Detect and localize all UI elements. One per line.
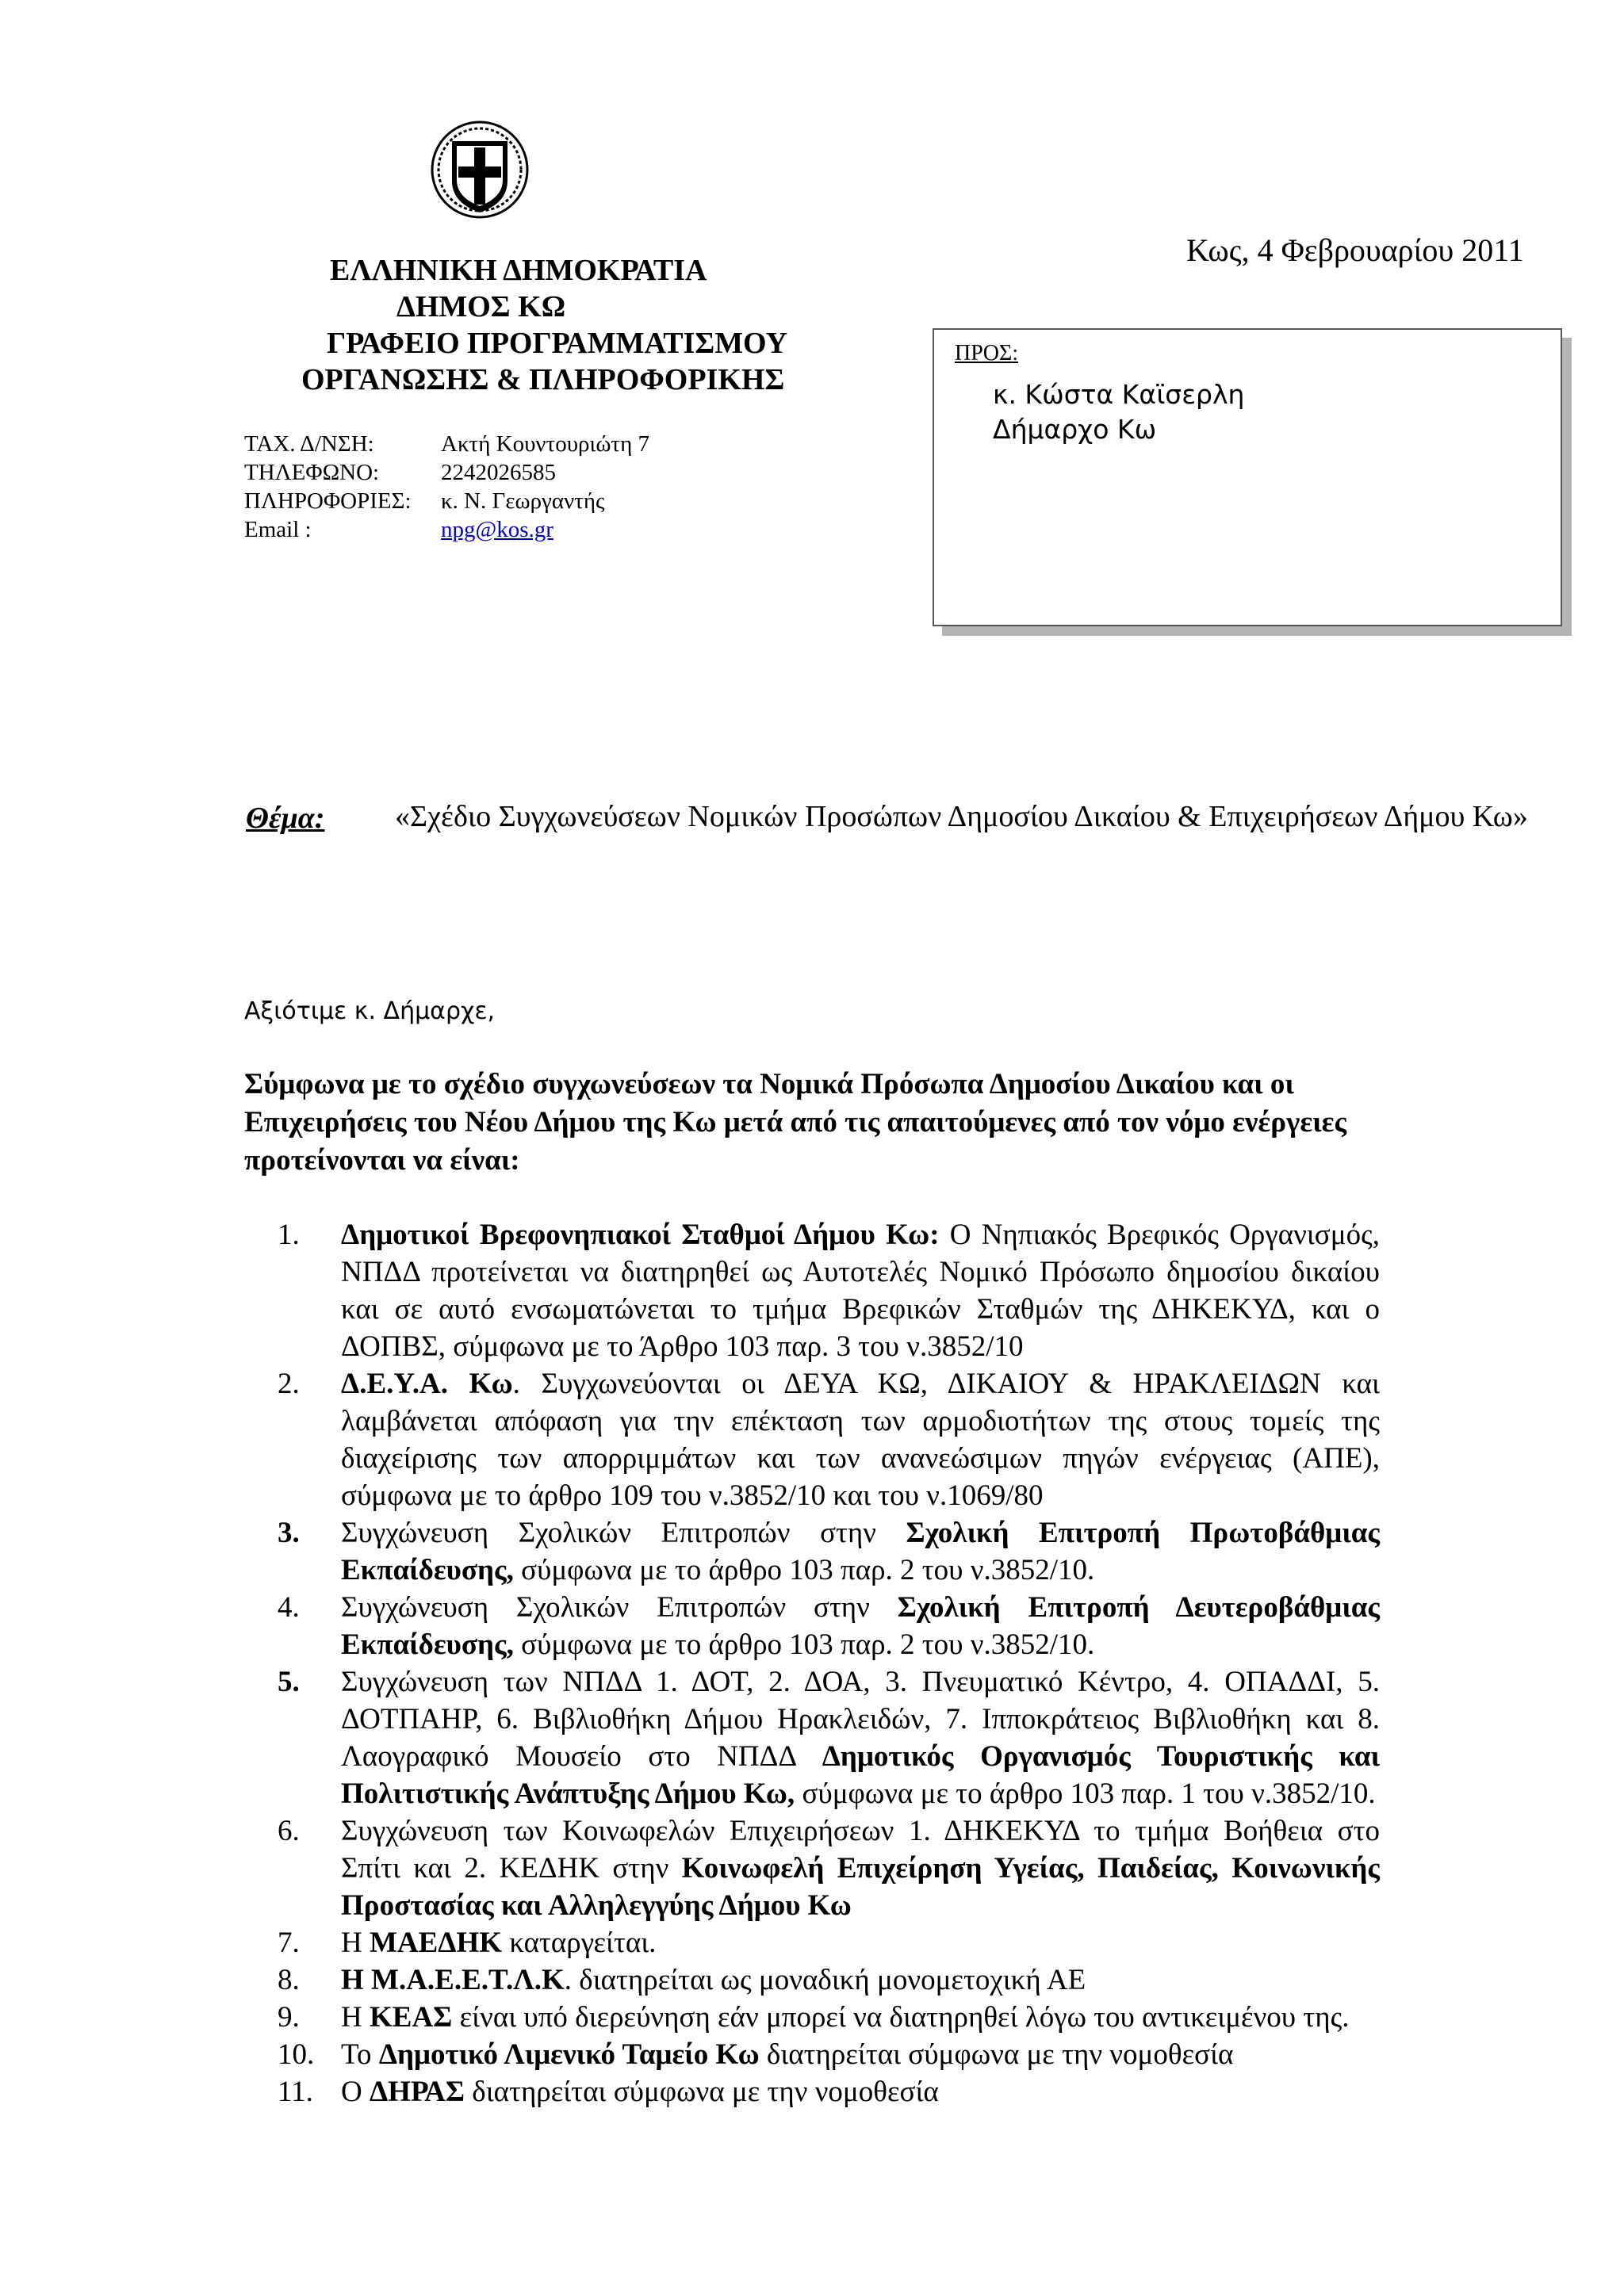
list-item-number: 1. — [278, 1219, 300, 1251]
header-country: ΕΛΛΗΝΙΚΗ ΔΗΜΟΚΡΑΤΙΑ — [330, 254, 707, 287]
list-item-text: Συγχώνευση των Κοινωφελών Επιχειρήσεων 1. ΔΗΚΕΚΥΔ το τμήμα Βοήθεια στο Σπίτι και 2. ΚΕΔΗΚ στην Κοινωφελή Επιχείρηση Υγείας, Παιδείας, Κοινωνικής Προστασίας και Αλληλεγγύης Δήμου Κω — [341, 1815, 1380, 1922]
list-item — [278, 1812, 1380, 1924]
recipient-name: κ. Κώστα Καϊσερλη — [993, 379, 1245, 410]
header-office: ΓΡΑΦΕΙΟ ΠΡΟΓΡΑΜΜΑΤΙΣΜΟΥ — [327, 327, 788, 360]
list-item-text: Το Δημοτικό Λιμενικό Ταμείο Κω διατηρείται σύμφωνα με την νομοθεσία — [341, 2038, 1234, 2071]
contact-value: Ακτή Κουντουριώτη 7 — [441, 431, 649, 457]
list-item-number: 2. — [278, 1368, 300, 1400]
list-item — [278, 1924, 1380, 1961]
list-item-text: Ο ΔΗΡΑΣ διατηρείται σύμφωνα με την νομοθεσία — [341, 2076, 939, 2108]
list-item-number: 3. — [278, 1517, 300, 1549]
recipient-label: ΠΡΟΣ: — [955, 341, 1019, 365]
contact-value: κ. Ν. Γεωργαντής — [441, 488, 605, 514]
recipient-address — [993, 377, 1244, 447]
list-item — [278, 1216, 1380, 1365]
coat-of-arms-icon — [428, 117, 531, 220]
list-item — [278, 1514, 1380, 1589]
list-item — [278, 2073, 1380, 2110]
list-item — [278, 1663, 1380, 1812]
contact-row-email — [244, 515, 649, 544]
list-item-text: Συγχώνευση των ΝΠΔΔ 1. ΔΟΤ, 2. ΔΟΑ, 3. Πνευματικό Κέντρο, 4. ΟΠΑΔΔΙ, 5. ΔΟΤΠΑΗΡ, 6. Βιβλιοθήκη Δήμου Ηρακλειδών, 7. Ιπποκράτειος Βιβλιοθήκη και 8. Λαογραφικό Μουσείο στο ΝΠΔΔ Δημοτικός Οργανισμός Τουριστικής και Πολιτιστικής Ανάπτυξης Δήμου Κω, σύμφωνα με το άρθρο 103 παρ. 1 του ν.3852/10. — [341, 1666, 1380, 1810]
list-item-number: 10. — [278, 2038, 315, 2071]
contact-value: 2242026585 — [441, 460, 556, 485]
subject-text: «Σχέδιο Συγχωνεύσεων Νομικών Προσώπων Δημοσίου Δικαίου & Επιχειρήσεων Δήμου Κω» — [395, 800, 1528, 833]
list-item-number: 5. — [278, 1666, 300, 1698]
contact-info — [244, 430, 649, 544]
list-item — [278, 1999, 1380, 2036]
header-municipality: ΔΗΜΟΣ ΚΩ — [396, 290, 566, 323]
list-item — [278, 2036, 1380, 2073]
list-item-number: 11. — [278, 2076, 313, 2108]
subject-label: Θέμα: — [246, 802, 325, 835]
greeting: Αξιότιμε κ. Δήμαρχε, — [244, 997, 496, 1025]
contact-label: Email : — [244, 517, 312, 542]
recipient-box — [933, 328, 1562, 626]
proposal-list — [278, 1216, 1380, 2110]
list-item-text: Συγχώνευση Σχολικών Επιτροπών στην Σχολική Επιτροπή Δευτεροβάθμιας Εκπαίδευσης, σύμφωνα με το άρθρο 103 παρ. 2 του ν.3852/10. — [341, 1591, 1380, 1661]
list-item — [278, 1365, 1380, 1514]
recipient-title: Δήμαρχο Κω — [993, 414, 1157, 445]
list-item-text: Δημοτικοί Βρεφονηπιακοί Σταθμοί Δήμου Κω: Ο Νηπιακός Βρεφικός Οργανισμός, ΝΠΔΔ προτείνεται να διατηρηθεί ως Αυτοτελές Νομικό Πρόσωπο δημοσίου δικαίου και σε αυτό ενσωματώνεται το τμήμα Βρεφικών Σταθμών της ΔΗΚΕΚΥΔ, και ο ΔΟΠΒΣ, σύμφωνα με το Άρθρο 103 παρ. 3 του ν.3852/10 — [341, 1219, 1380, 1363]
list-item-number: 9. — [278, 2001, 300, 2034]
list-item-text: Δ.Ε.Υ.Α. Κω. Συγχωνεύονται οι ΔΕΥΑ ΚΩ, ΔΙΚΑΙΟΥ & ΗΡΑΚΛΕΙΔΩΝ και λαμβάνεται απόφαση για την επέκταση των αρμοδιοτήτων της στους τομείς της διαχείρισης των απορριμμάτων και των ανανεώσιμων πηγών ενέργειας (ΑΠΕ), σύμφωνα με το άρθρο 109 του ν.3852/10 και του ν.1069/80 — [341, 1368, 1381, 1512]
list-item-text: Η Μ.Α.Ε.Ε.Τ.Λ.Κ. διατηρείται ως μοναδική μονομετοχική ΑΕ — [341, 1964, 1086, 1996]
letter-date: Κως, 4 Φεβρουαρίου 2011 — [1186, 232, 1524, 268]
contact-row-phone — [244, 458, 649, 487]
contact-row-info — [244, 487, 649, 515]
list-item-number: 7. — [278, 1927, 300, 1959]
list-item — [278, 1961, 1380, 1999]
email-link[interactable]: npg@kos.gr — [441, 517, 553, 542]
list-item-text: Η ΚΕΑΣ είναι υπό διερεύνηση εάν μπορεί να διατηρηθεί λόγω του αντικειμένου της. — [341, 2001, 1350, 2034]
header-office-2: ΟΡΓΑΝΩΣΗΣ & ΠΛΗΡΟΦΟΡΙΚΗΣ — [301, 363, 785, 396]
contact-label: ΠΛΗΡΟΦΟΡΙΕΣ: — [244, 488, 412, 514]
list-item-number: 4. — [278, 1591, 300, 1624]
contact-label: ΤΑΧ. Δ/ΝΣΗ: — [244, 431, 374, 457]
list-item-number: 6. — [278, 1815, 300, 1847]
contact-row-address — [244, 430, 649, 458]
intro-paragraph: Σύμφωνα με το σχέδιο συγχωνεύσεων τα Νομικά Πρόσωπα Δημοσίου Δικαίου και οι Επιχειρήσεις του Νέου Δήμου της Κω μετά από τις απαιτούμενες από τον νόμο ενέργειες προτείνονται να είναι: — [244, 1068, 1347, 1177]
list-item — [278, 1589, 1380, 1663]
list-item-text: Η ΜΑΕΔΗΚ καταργείται. — [341, 1927, 657, 1959]
contact-label: ΤΗΛΕΦΩΝΟ: — [244, 460, 380, 485]
list-item-number: 8. — [278, 1964, 300, 1996]
list-item-text: Συγχώνευση Σχολικών Επιτροπών στην Σχολική Επιτροπή Πρωτοβάθμιας Εκπαίδευσης, σύμφωνα με το άρθρο 103 παρ. 2 του ν.3852/10. — [341, 1517, 1381, 1586]
